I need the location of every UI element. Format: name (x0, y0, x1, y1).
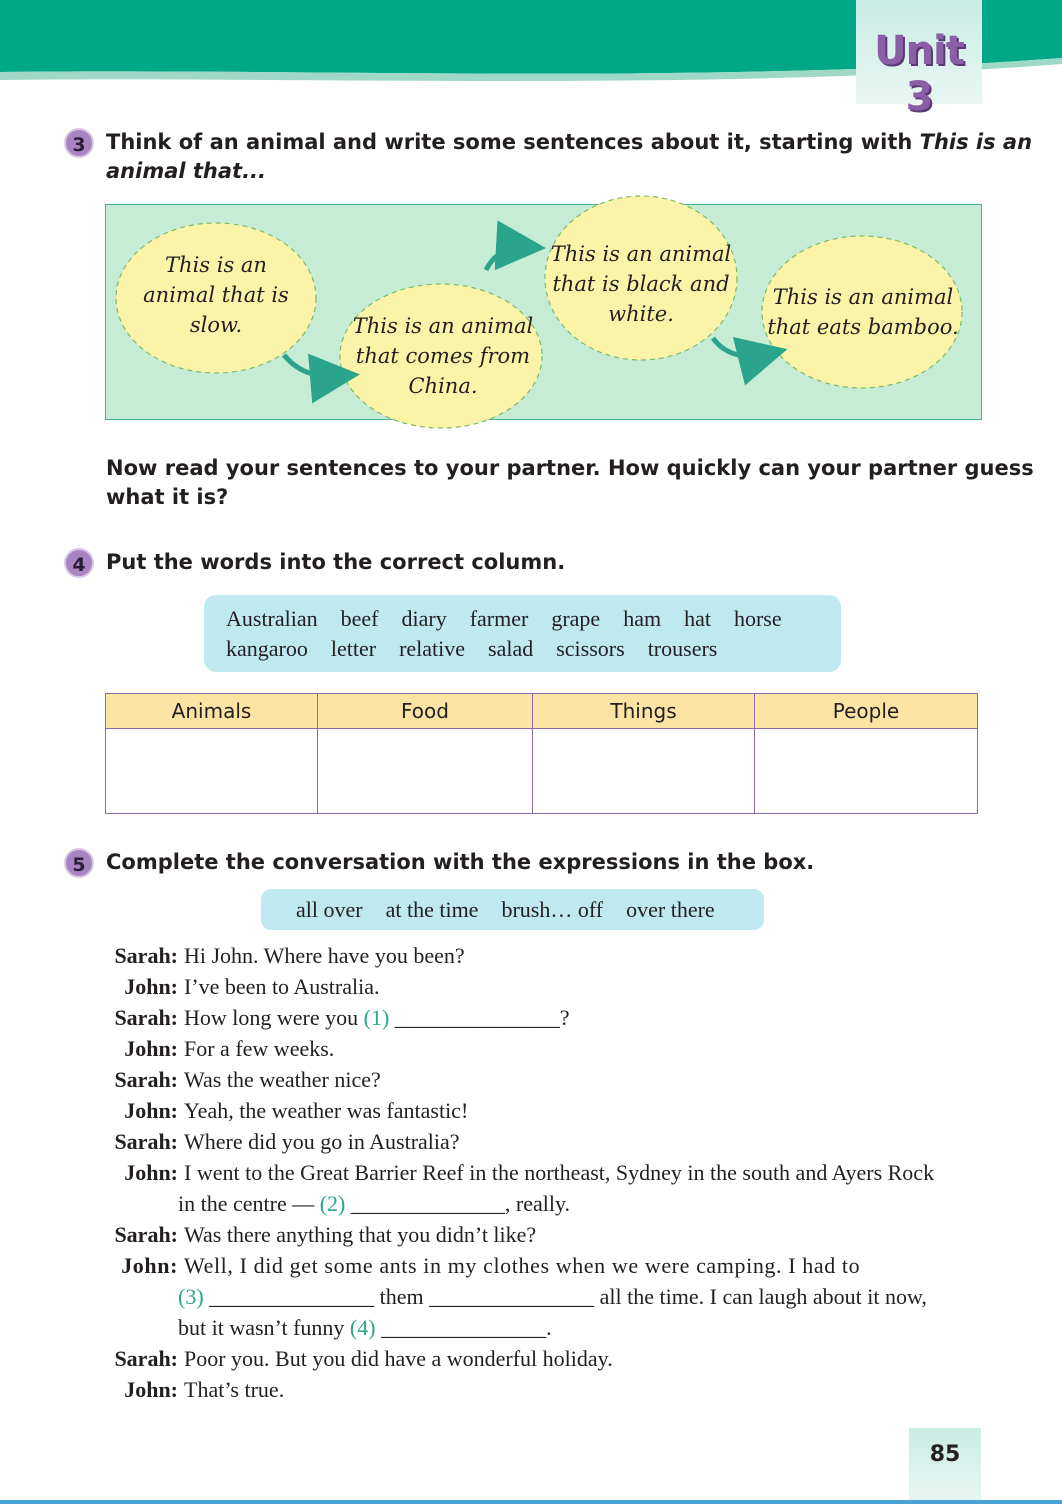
speaker: John: (124, 1377, 178, 1402)
arrow-3 (713, 338, 768, 356)
dialogue-line: Sarah: How long were you (1) _______________? (106, 1002, 570, 1033)
word: scissors (556, 636, 625, 661)
speaker: Sarah: (114, 1346, 178, 1371)
word: Australian (226, 606, 318, 631)
expression: brush… off (501, 897, 604, 922)
column-header-things: Things (533, 694, 755, 729)
dialogue-line: John: I went to the Great Barrier Reef in the northeast, Sydney in the south and Ayers Rock (106, 1157, 934, 1188)
word: trousers (647, 636, 718, 661)
speaker: Sarah: (114, 1222, 178, 1247)
page-number: 85 (929, 1442, 961, 1467)
dialogue-line: Sarah: Where did you go in Australia? (106, 1126, 460, 1157)
answer-cell-food[interactable] (318, 729, 533, 814)
blank-number: (3) (178, 1284, 204, 1309)
arrow-2 (486, 247, 526, 270)
instruction-italic-2: animal that... (106, 159, 267, 183)
speaker: John: (124, 1036, 178, 1061)
blank-number: (1) (363, 1005, 390, 1030)
dialogue-continuation (178, 1281, 927, 1312)
answer-blank[interactable]: _______________? (389, 1005, 570, 1030)
instruction-text: Think of an animal and write some sentences about it, starting with (106, 130, 920, 154)
dialogue-line: Sarah: Was the weather nice? (106, 1064, 381, 1095)
expression: at the time (385, 897, 479, 922)
exercise-4-instruction: Put the words into the correct column. (106, 550, 566, 574)
instruction-italic: This is an (919, 130, 1033, 154)
answer-blank[interactable]: _______________ them _______________ all the time. I can laugh about it now, (203, 1284, 927, 1309)
exercise-5-number: 5 (64, 848, 94, 878)
column-header-animals: Animals (106, 694, 318, 729)
answer-blank[interactable]: ______________, really. (345, 1191, 571, 1216)
speaker: John: (124, 1098, 178, 1123)
word: relative (399, 636, 466, 661)
answer-blank[interactable]: _______________. (375, 1315, 552, 1340)
bottom-rule (0, 1500, 1062, 1504)
exercise-3-follow-up: Now read your sentences to your partner. How quickly can your partner guess what it is? (106, 456, 1034, 509)
bubble-2-text: This is an animal that comes from China. (352, 314, 534, 398)
bubble-4-text: This is an animal that eats bamboo. (767, 285, 959, 339)
dialogue-line: John: For a few weeks. (106, 1033, 334, 1064)
blank-number: (4) (349, 1315, 376, 1340)
dialogue-line: John: I’ve been to Australia. (106, 971, 380, 1002)
dialogue-line: Sarah: Was there anything that you didn’t like? (106, 1219, 536, 1250)
dialogue-line: Sarah: Hi John. Where have you been? (106, 940, 465, 971)
speaker: John: (124, 974, 178, 999)
answer-cell-things[interactable] (533, 729, 755, 814)
dialogue-line: John: Well, I did get some ants in my clothes when we were camping. I had to (106, 1250, 860, 1281)
speaker: Sarah: (114, 1129, 178, 1154)
answer-cell-animals[interactable] (106, 729, 318, 814)
bubble-3-text: This is an animal that is black and white. (550, 242, 732, 326)
word: letter (330, 636, 377, 661)
speaker: Sarah: (114, 1005, 178, 1030)
blank-number: (2) (319, 1191, 346, 1216)
expression: all over (296, 897, 363, 922)
word: beef (340, 606, 379, 631)
exercise-4-number: 4 (64, 548, 94, 578)
answer-cell-people[interactable] (755, 729, 978, 814)
dialogue-line: Sarah: Poor you. But you did have a wonderful holiday. (106, 1343, 613, 1374)
exercise-5-instruction: Complete the conversation with the expressions in the box. (106, 850, 815, 874)
word-list (226, 604, 826, 664)
expression-list (296, 897, 715, 923)
arrow-1 (284, 355, 340, 376)
sorting-table (105, 693, 978, 814)
dialogue-continuation: but it wasn’t funny (4) _______________. (178, 1315, 552, 1340)
word: ham (623, 606, 662, 631)
dialogue-line: John: That’s true. (106, 1374, 284, 1405)
exercise-3-number: 3 (64, 128, 94, 158)
word: grape (551, 606, 601, 631)
speaker: John: (124, 1160, 178, 1185)
column-header-people: People (755, 694, 978, 729)
bubble-1-text: This is an animal that is slow. (143, 253, 289, 337)
word: hat (684, 606, 711, 631)
speaker: John: (121, 1253, 178, 1278)
word: kangaroo (226, 636, 308, 661)
word: diary (401, 606, 447, 631)
word: farmer (469, 606, 529, 631)
column-header-food: Food (318, 694, 533, 729)
dialogue-continuation: in the centre — (2) ______________, really. (178, 1191, 571, 1216)
expression: over there (626, 897, 715, 922)
word: horse (733, 606, 782, 631)
unit-title: Unit 3 (874, 28, 964, 120)
word: salad (488, 636, 534, 661)
dialogue-line: John: Yeah, the weather was fantastic! (106, 1095, 468, 1126)
speaker: Sarah: (114, 943, 178, 968)
speaker: Sarah: (114, 1067, 178, 1092)
